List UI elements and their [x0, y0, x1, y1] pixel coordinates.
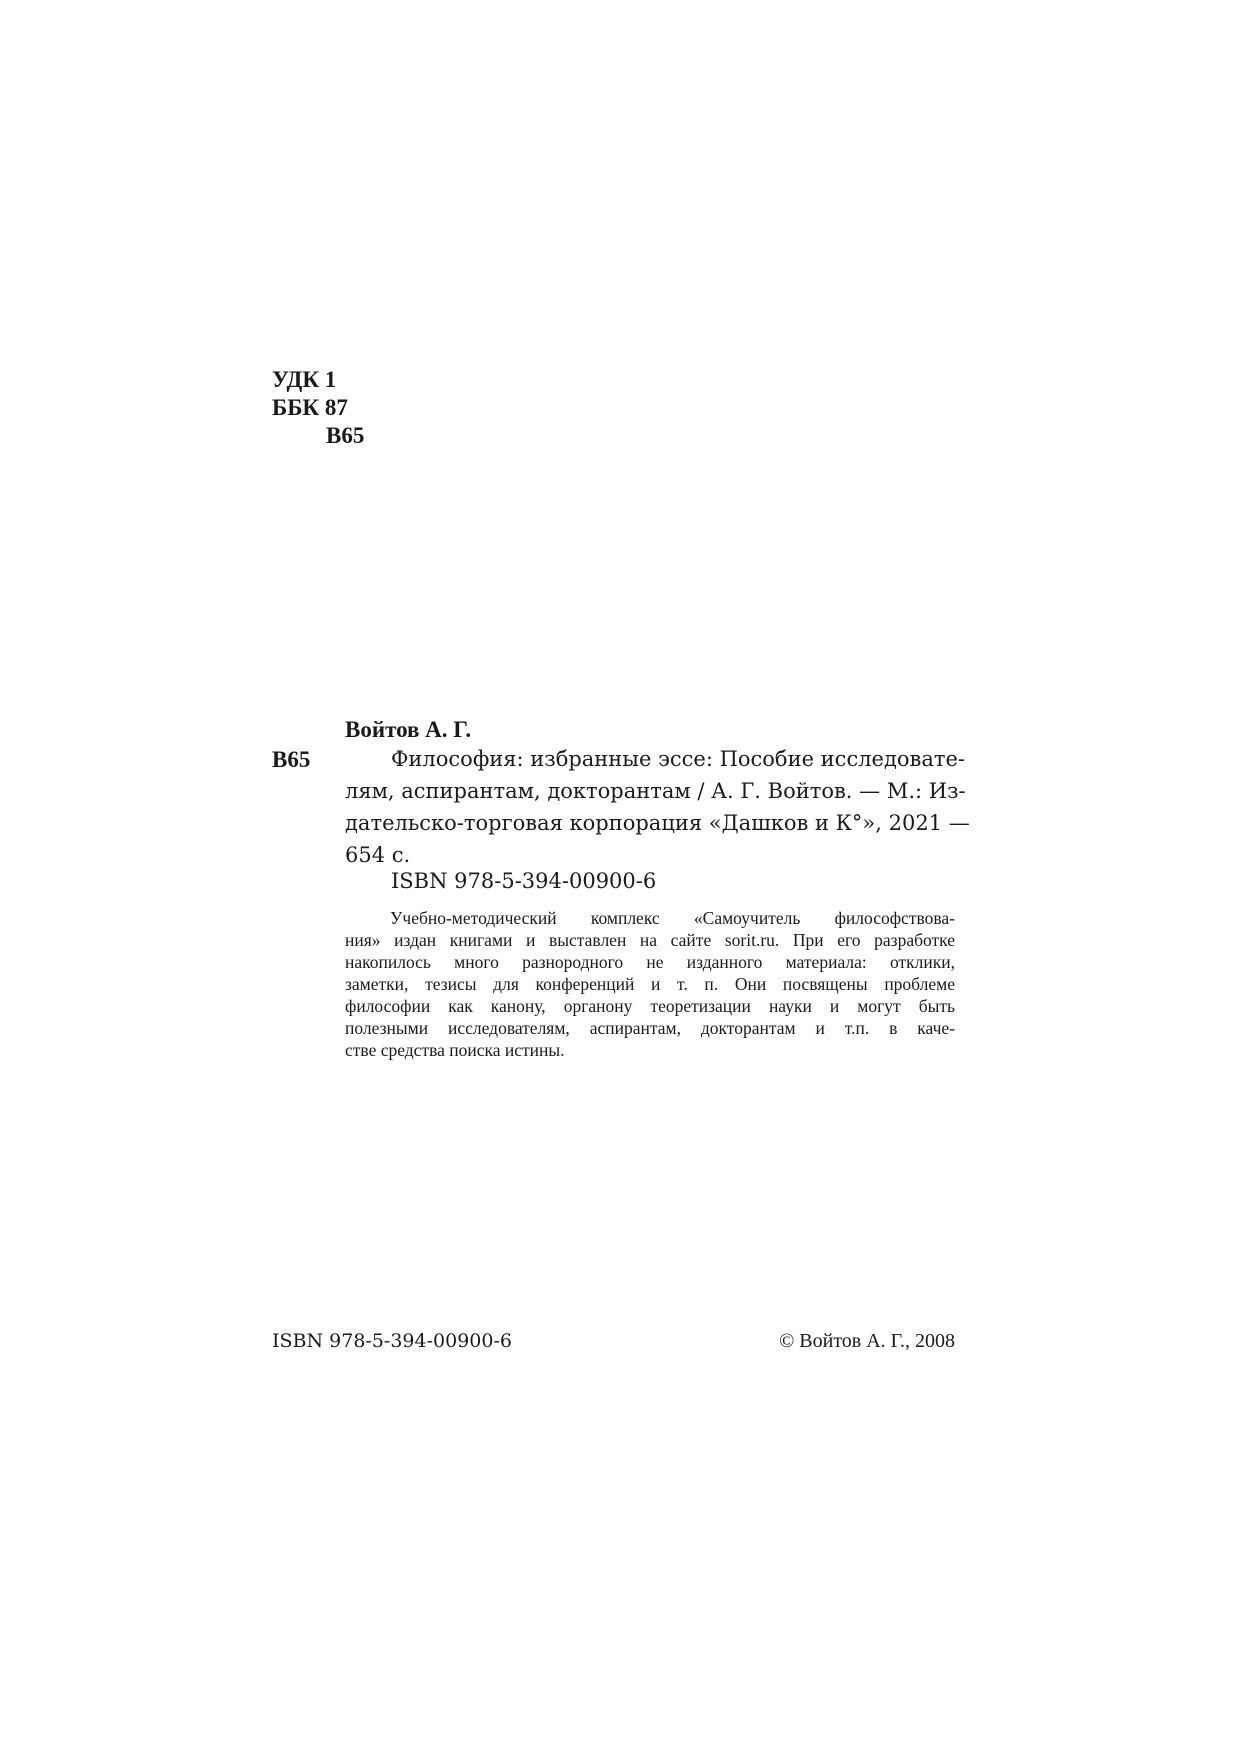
annotation-line: Учебно-методический комплекс «Самоучитель философствова- [390, 908, 955, 928]
annotation-line: накопилось много разнородного не изданного материала: отклики, [345, 952, 955, 972]
record-isbn: ISBN 978-5-394-00900-6 [391, 869, 657, 893]
record-line: дательско-торговая корпорация «Дашков и К°», 2021 — [345, 811, 970, 835]
annotation-line: заметки, тезисы для конференций и т. п. Они посвящены проблеме [345, 974, 955, 994]
record-line: лям, аспирантам, докторантам / А. Г. Войтов. — М.: Из- [345, 779, 966, 803]
footer-isbn: ISBN 978-5-394-00900-6 [272, 1330, 512, 1352]
record-line: 654 с. [345, 843, 411, 867]
annotation-line: философии как канону, органону теоретизации науки и могут быть [345, 996, 955, 1016]
copyright-notice: © Войтов А. Г., 2008 [779, 1330, 955, 1352]
record-line: Философия: избранные эссе: Пособие исследовате- [391, 747, 966, 771]
udk-code: УДК 1 [272, 367, 337, 392]
record-author: Войтов А. Г. [345, 717, 472, 742]
annotation-line: полезными исследователям, аспирантам, докторантам и т.п. в каче- [345, 1018, 955, 1038]
author-mark-code: В65 [326, 423, 365, 448]
annotation-line: стве средства поиска истины. [345, 1040, 565, 1060]
annotation-line: ния» издан книгами и выставлен на сайте sorit.ru. При его разработке [345, 930, 955, 950]
bbk-code: ББК 87 [272, 395, 348, 420]
record-author-mark: В65 [272, 747, 311, 772]
